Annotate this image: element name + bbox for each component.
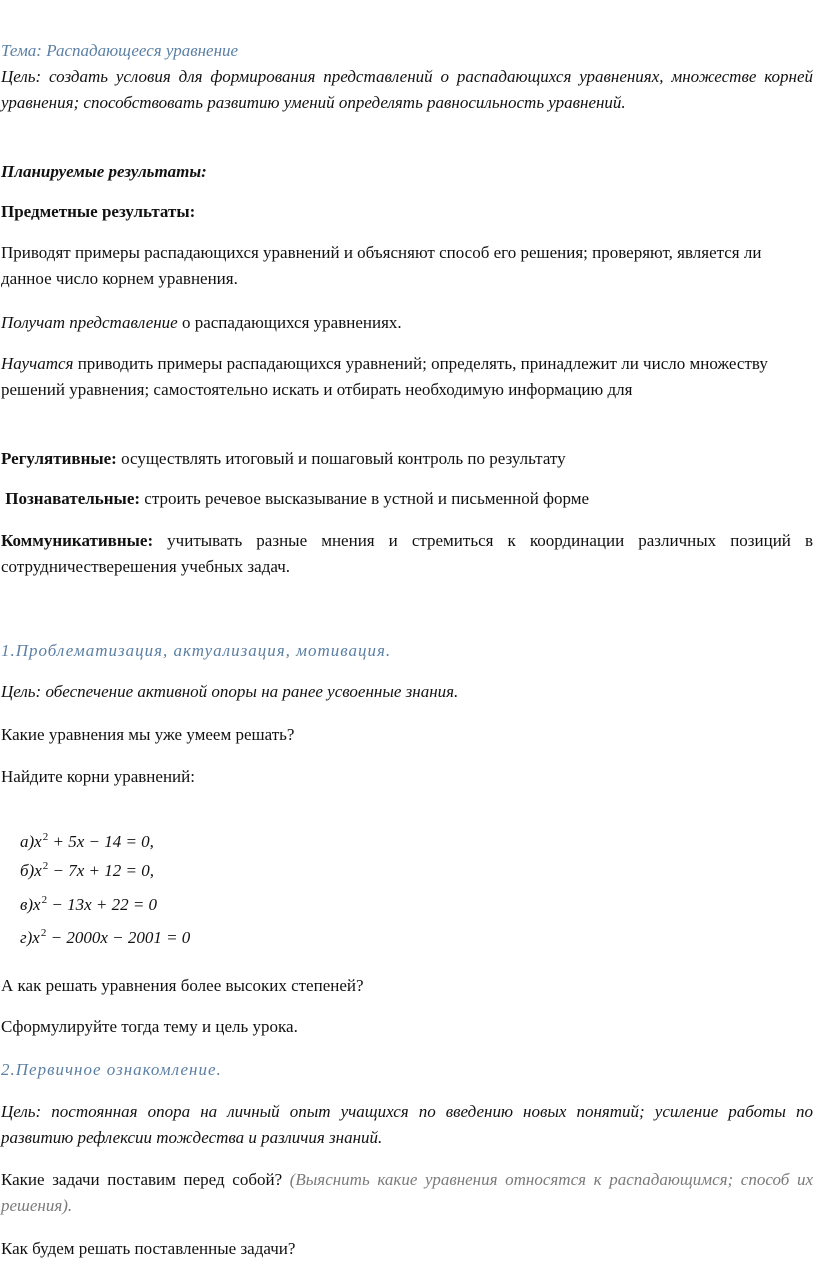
section1-question-4: Сформулируйте тогда тему и цель урока. — [1, 1017, 298, 1036]
equation-a: $а)x^2 + 5x - 14 = 0$, — [20, 831, 154, 851]
goal-paragraph — [1, 64, 813, 116]
regulative-text: осуществлять итоговый и пошаговый контроль по результату — [116, 449, 566, 468]
topic-label: Тема: — [1, 41, 42, 60]
goal-label: Цель: — [1, 67, 42, 86]
section1-goal — [1, 679, 813, 705]
learn-paragraph — [1, 351, 813, 403]
section1-goal-label: Цель: — [1, 682, 42, 701]
receive-italic: Получат представление — [1, 313, 178, 332]
subject-results-text: Приводят примеры распадающихся уравнений и объясняют способ его решения; проверяют, является ли данное число корнем уравнения. — [1, 243, 762, 288]
section1-question-3: А как решать уравнения более высоких степеней? — [1, 976, 364, 995]
regulative-paragraph — [1, 446, 813, 472]
receive-paragraph — [1, 310, 813, 336]
topic-text: Распадающееся уравнение — [41, 41, 239, 60]
planned-results-heading: Планируемые результаты: — [1, 162, 207, 181]
section1-goal-text: обеспечение активной опоры на ранее усвоенные знания. — [41, 682, 459, 701]
section2-question-2: Как будем решать поставленные задачи? — [1, 1239, 296, 1258]
communicative-paragraph — [1, 528, 813, 580]
communicative-text: учитывать разные мнения и стремиться к координации различных позиций в сотрудничестверешения учебных задач. — [1, 531, 813, 576]
cognitive-label: Познавательные: — [1, 489, 141, 508]
regulative-label: Регулятивные: — [1, 449, 117, 468]
learn-rest: приводить примеры распадающихся уравнений; определять, принадлежит ли число множеству решений уравнения; самостоятельно искать и отбирать необходимую информацию для — [1, 354, 768, 399]
communicative-label: Коммуникативные: — [1, 531, 154, 550]
section2-question-1 — [1, 1167, 813, 1219]
receive-rest: о распадающихся уравнениях. — [177, 313, 402, 332]
section2-goal — [1, 1099, 813, 1151]
equation-c: $в)x^2 - 13x + 22 = 0$ — [20, 894, 158, 914]
goal-text: создать условия для формирования представлений о распадающихся уравнениях, множестве корней уравнения; способствовать развитию умений определять равносильность уравнений. — [1, 67, 813, 112]
equation-b: $б)x^2 - 7x + 12 = 0$, — [20, 860, 154, 880]
learn-italic: Научатся — [1, 354, 74, 373]
section1-question-1: Какие уравнения мы уже умеем решать? — [1, 725, 295, 744]
section2-goal-text: постоянная опора на личный опыт учащихся по введению новых понятий; усиление работы по развитию рефлексии тождества и различия знаний. — [1, 1102, 813, 1147]
subject-results-heading: Предметные результаты: — [1, 202, 196, 221]
section2-title: 2.Первичное ознакомление. — [1, 1060, 222, 1079]
equation-d: $г)x^2 - 2000x - 2001 = 0$ — [20, 927, 191, 947]
section1-title: 1.Проблематизация, актуализация, мотивация. — [1, 641, 392, 660]
section1-question-2: Найдите корни уравнений: — [1, 767, 195, 786]
cognitive-paragraph — [1, 486, 813, 512]
topic-line — [1, 38, 813, 64]
cognitive-text: строить речевое высказывание в устной и письменной форме — [140, 489, 590, 508]
section2-goal-label: Цель: — [1, 1102, 42, 1121]
section2-q1-text: Какие задачи поставим перед собой? — [1, 1170, 283, 1189]
section2-q1-hint: (Выяснить какие уравнения относятся к распадающимся; способ их решения). — [1, 1170, 813, 1215]
